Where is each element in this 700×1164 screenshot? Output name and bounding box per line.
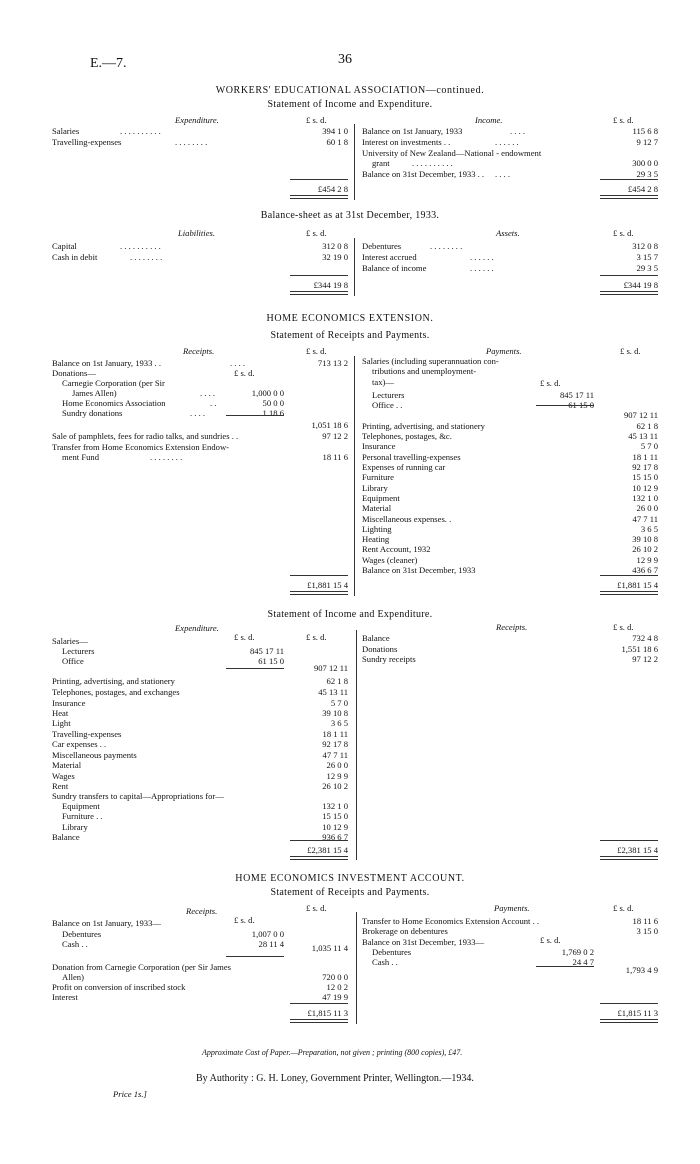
line-value: 62 1 8: [636, 421, 658, 431]
subtotal-rule: [536, 405, 594, 406]
leader-dots: . .: [210, 398, 217, 408]
line-value: 907 12 11: [313, 663, 348, 673]
line-label: Transfer to Home Economics Extension Account . .: [362, 916, 540, 926]
money-heading: £ s. d.: [234, 632, 255, 642]
line-value: 45 13 11: [628, 431, 658, 441]
line-label: Debentures: [372, 947, 412, 957]
line-value: 3 15 7: [636, 252, 658, 262]
total-value: £454 2 8: [317, 184, 348, 194]
line-label: Office: [62, 656, 84, 666]
statement-subtitle: Statement of Receipts and Payments.: [270, 330, 430, 341]
subtotal-rule: [536, 966, 594, 967]
sub-value: 28 11 4: [258, 939, 284, 949]
line-value: 732 4 8: [632, 633, 658, 643]
line-value: 47 7 11: [322, 750, 348, 760]
line-label: tributions and unemployment-: [372, 366, 477, 376]
column-rule: [356, 630, 357, 860]
line-label: Material: [362, 503, 392, 513]
line-value: 47 19 9: [322, 992, 348, 1002]
line-label: Wages (cleaner): [362, 555, 418, 565]
sub-value: 24 4 7: [572, 957, 594, 967]
line-label: Office . .: [372, 400, 403, 410]
money-heading: £ s. d.: [540, 935, 561, 945]
total-rule: [600, 1003, 658, 1004]
line-label: Balance: [362, 633, 390, 643]
line-label: Interest: [52, 992, 78, 1002]
total-rule: [290, 840, 348, 841]
section-title: WORKERS' EDUCATIONAL ASSOCIATION—continued.: [215, 85, 485, 96]
line-label: Balance: [52, 832, 80, 842]
balance-sheet-title: Balance-sheet as at 31st December, 1933.: [260, 210, 440, 221]
line-label: Telephones, postages, &c.: [362, 431, 452, 441]
line-value: 18 11 6: [632, 916, 658, 926]
column-heading: Expenditure.: [175, 623, 219, 633]
line-value: 18 11 6: [322, 452, 348, 462]
column-heading: Assets.: [496, 228, 520, 238]
money-heading: £ s. d.: [306, 346, 327, 356]
line-label: Lecturers: [372, 390, 405, 400]
line-label: Donations—: [52, 368, 96, 378]
total-double-rule: [600, 195, 658, 199]
line-value: 26 10 2: [632, 544, 658, 554]
total-value: £344 19 8: [313, 280, 348, 290]
line-value: 394 1 0: [322, 126, 348, 136]
money-heading: £ s. d.: [613, 622, 634, 632]
sub-value: 61 15 0: [568, 400, 594, 410]
leader-dots: . . . . . .: [470, 252, 494, 262]
line-label: Printing, advertising, and stationery: [52, 676, 175, 686]
total-rule: [600, 840, 658, 841]
line-label: Car expenses . .: [52, 739, 107, 749]
line-label: Sundry transfers to capital—Appropriations for—: [52, 791, 224, 801]
total-double-rule: [290, 856, 348, 860]
line-label: Home Economics Association: [62, 398, 166, 408]
money-heading: £ s. d.: [613, 115, 634, 125]
column-heading: Receipts.: [496, 622, 528, 632]
leader-dots: . . . . . . . . . .: [412, 158, 453, 168]
column-heading: Receipts.: [186, 906, 218, 916]
line-value: 12 9 9: [326, 771, 348, 781]
line-value: 97 12 2: [322, 431, 348, 441]
total-rule: [290, 575, 348, 576]
total-value: £1,815 11 3: [307, 1008, 348, 1018]
line-label: Balance on 1st January, 1933—: [52, 918, 161, 928]
line-value: 720 0 0: [322, 972, 348, 982]
line-label: Lecturers: [62, 646, 95, 656]
line-label: University of New Zealand—National - endowment: [362, 148, 542, 158]
leader-dots: . . . .: [200, 388, 216, 398]
leader-dots: . . . . . . . . . .: [120, 126, 161, 136]
line-value: 713 13 2: [317, 358, 348, 368]
statement-subtitle: Statement of Receipts and Payments.: [270, 887, 430, 898]
line-label: Sundry donations: [62, 408, 123, 418]
line-label: Personal travelling-expenses: [362, 452, 461, 462]
sub-value: 1,000 0 0: [251, 388, 284, 398]
total-double-rule: [600, 856, 658, 860]
line-value: 1,051 18 6: [311, 420, 348, 430]
line-value: 32 19 0: [322, 252, 348, 262]
line-label: Equipment: [62, 801, 100, 811]
column-heading: Payments.: [486, 346, 522, 356]
total-double-rule: [290, 591, 348, 595]
line-value: 12 0 2: [326, 982, 348, 992]
sub-value: 845 17 11: [249, 646, 284, 656]
line-value: 936 6 7: [322, 832, 348, 842]
column-heading: Income.: [475, 115, 503, 125]
line-value: 10 12 9: [632, 483, 658, 493]
line-value: 5 7 0: [640, 441, 658, 451]
line-value: 1,035 11 4: [311, 943, 348, 953]
line-value: 9 12 7: [636, 137, 658, 147]
line-label: Equipment: [362, 493, 400, 503]
column-heading: Expenditure.: [175, 115, 219, 125]
money-heading: £ s. d.: [540, 378, 561, 388]
line-label: Balance on 1st January, 1933: [362, 126, 463, 136]
column-rule: [354, 124, 355, 200]
total-value: £2,381 15 4: [307, 845, 348, 855]
line-label: Balance on 31st December, 1933 . .: [362, 169, 485, 179]
sub-value: 1 18 6: [262, 408, 284, 418]
line-label: James Allen): [72, 388, 117, 398]
line-value: 26 10 2: [322, 781, 348, 791]
line-label: Heat: [52, 708, 69, 718]
total-rule: [600, 275, 658, 276]
sub-value: 61 15 0: [258, 656, 284, 666]
line-label: Heating: [362, 534, 390, 544]
line-value: 39 10 8: [632, 534, 658, 544]
total-rule: [290, 179, 348, 180]
line-label: Rent: [52, 781, 69, 791]
leader-dots: . . . .: [510, 126, 526, 136]
line-label: Allen): [62, 972, 84, 982]
line-label: Sale of pamphlets, fees for radio talks, and sundries . .: [52, 431, 239, 441]
total-rule: [290, 275, 348, 276]
column-heading: Liabilities.: [178, 228, 216, 238]
total-double-rule: [600, 291, 658, 295]
line-label: Salaries—: [52, 636, 88, 646]
line-value: 312 0 8: [322, 241, 348, 251]
line-value: 60 1 8: [326, 137, 348, 147]
leader-dots: . . . . . . . .: [130, 252, 163, 262]
line-label: Library: [62, 822, 88, 832]
money-heading: £ s. d.: [613, 903, 634, 913]
total-value: £1,881 15 4: [617, 580, 658, 590]
total-value: £2,381 15 4: [617, 845, 658, 855]
line-label: Insurance: [52, 698, 86, 708]
line-value: 12 9 9: [636, 555, 658, 565]
line-value: 1,793 4 9: [625, 965, 658, 975]
line-value: 29 3 5: [636, 169, 658, 179]
line-label: Salaries (including superannuation con-: [362, 356, 499, 366]
line-label: Interest on investments . .: [362, 137, 451, 147]
total-rule: [600, 179, 658, 180]
total-rule: [290, 1003, 348, 1004]
line-label: Balance on 31st December, 1933: [362, 565, 476, 575]
column-heading: Payments.: [494, 903, 530, 913]
line-label: Donations: [362, 644, 398, 654]
leader-dots: . . . .: [495, 169, 511, 179]
line-value: 47 7 11: [632, 514, 658, 524]
sub-value: 845 17 11: [559, 390, 594, 400]
money-heading: £ s. d.: [306, 228, 327, 238]
line-value: 62 1 8: [326, 676, 348, 686]
line-value: 3 6 5: [330, 718, 348, 728]
line-label: Cash in debit: [52, 252, 98, 262]
money-heading: £ s. d.: [306, 903, 327, 913]
total-value: £1,815 11 3: [617, 1008, 658, 1018]
line-value: 115 6 8: [632, 126, 658, 136]
line-label: tax)—: [372, 377, 394, 387]
line-value: 92 17 8: [632, 462, 658, 472]
line-label: Rent Account, 1932: [362, 544, 431, 554]
line-label: Interest accrued: [362, 252, 417, 262]
line-value: 436 6 7: [632, 565, 658, 575]
line-value: 132 1 0: [322, 801, 348, 811]
leader-dots: . . . . . .: [470, 263, 494, 273]
total-rule: [600, 575, 658, 576]
column-rule: [354, 238, 355, 296]
total-double-rule: [600, 1019, 658, 1023]
line-label: Cash . .: [62, 939, 88, 949]
line-label: Furniture . .: [62, 811, 103, 821]
line-value: 907 12 11: [623, 410, 658, 420]
money-heading: £ s. d.: [234, 368, 255, 378]
subtotal-rule: [226, 415, 284, 416]
line-value: 97 12 2: [632, 654, 658, 664]
page-number: 36: [338, 52, 352, 67]
line-value: 15 15 0: [322, 811, 348, 821]
line-label: Transfer from Home Economics Extension Endow-: [52, 442, 230, 452]
line-label: Light: [52, 718, 71, 728]
money-heading: £ s. d.: [306, 115, 327, 125]
line-value: 3 15 0: [636, 926, 658, 936]
column-rule: [354, 356, 355, 596]
line-label: grant: [372, 158, 390, 168]
statement-subtitle: Statement of Income and Expenditure.: [267, 99, 433, 110]
line-label: Sundry receipts: [362, 654, 416, 664]
subtotal-rule: [226, 668, 284, 669]
leader-dots: . . . . . .: [495, 137, 519, 147]
line-value: 15 15 0: [632, 472, 658, 482]
line-label: Balance on 31st December, 1933—: [362, 937, 485, 947]
line-label: Printing, advertising, and stationery: [362, 421, 485, 431]
price-note: Price 1s.]: [113, 1089, 147, 1099]
line-value: 92 17 8: [322, 739, 348, 749]
line-value: 10 12 9: [322, 822, 348, 832]
leader-dots: . . . .: [230, 358, 246, 368]
cost-note: Approximate Cost of Paper.—Preparation, not given ; printing (800 copies), £47.: [202, 1048, 463, 1057]
line-label: Carnegie Corporation (per Sir: [62, 378, 165, 388]
total-value: £1,881 15 4: [307, 580, 348, 590]
leader-dots: . . . . . . . .: [150, 452, 183, 462]
total-double-rule: [290, 291, 348, 295]
line-value: 26 0 0: [636, 503, 658, 513]
line-value: 18 1 11: [322, 729, 348, 739]
line-value: 26 0 0: [326, 760, 348, 770]
line-label: Expenses of running car: [362, 462, 446, 472]
money-heading: £ s. d.: [620, 346, 641, 356]
leader-dots: . . . . . . . .: [430, 241, 463, 251]
authority-line: By Authority : G. H. Loney, Government Printer, Wellington.—1934.: [196, 1073, 474, 1084]
sub-value: 50 0 0: [262, 398, 284, 408]
section-title: HOME ECONOMICS EXTENSION.: [266, 313, 434, 324]
statement-subtitle: Statement of Income and Expenditure.: [267, 609, 433, 620]
total-value: £344 19 8: [623, 280, 658, 290]
line-label: Donation from Carnegie Corporation (per Sir James: [52, 962, 231, 972]
line-value: 312 0 8: [632, 241, 658, 251]
line-label: Balance of income: [362, 263, 427, 273]
report-reference: E.—7.: [90, 56, 127, 71]
total-value: £454 2 8: [627, 184, 658, 194]
money-heading: £ s. d.: [234, 915, 255, 925]
column-heading: Receipts.: [183, 346, 215, 356]
line-label: Furniture: [362, 472, 394, 482]
total-double-rule: [290, 1019, 348, 1023]
line-label: Miscellaneous expenses. .: [362, 514, 452, 524]
leader-dots: . . . . . . . .: [175, 137, 208, 147]
line-value: 18 1 11: [632, 452, 658, 462]
line-label: Capital: [52, 241, 77, 251]
line-label: Debentures: [62, 929, 102, 939]
line-label: Travelling-expenses: [52, 729, 122, 739]
line-value: 29 3 5: [636, 263, 658, 273]
line-label: Material: [52, 760, 82, 770]
line-value: 132 1 0: [632, 493, 658, 503]
line-label: Debentures: [362, 241, 402, 251]
line-label: Telephones, postages, and exchanges: [52, 687, 180, 697]
sub-value: 1,007 0 0: [251, 929, 284, 939]
line-value: 5 7 0: [330, 698, 348, 708]
line-label: Lighting: [362, 524, 392, 534]
line-label: Travelling-expenses: [52, 137, 122, 147]
sub-value: 1,769 0 2: [561, 947, 594, 957]
leader-dots: . . . . . . . . . .: [120, 241, 161, 251]
line-value: 39 10 8: [322, 708, 348, 718]
money-heading: £ s. d.: [306, 632, 327, 642]
line-label: Balance on 1st January, 1933 . .: [52, 358, 161, 368]
leader-dots: . . . .: [190, 408, 206, 418]
line-label: Cash . .: [372, 957, 398, 967]
column-rule: [356, 912, 357, 1024]
line-value: 45 13 11: [318, 687, 348, 697]
line-label: Brokerage on debentures: [362, 926, 448, 936]
total-double-rule: [290, 195, 348, 199]
line-label: Miscellaneous payments: [52, 750, 137, 760]
line-value: 1,551 18 6: [621, 644, 658, 654]
line-label: Wages: [52, 771, 75, 781]
line-label: Profit on conversion of inscribed stock: [52, 982, 186, 992]
line-label: Salaries: [52, 126, 80, 136]
subtotal-rule: [226, 956, 284, 957]
line-label: ment Fund: [62, 452, 100, 462]
section-title: HOME ECONOMICS INVESTMENT ACCOUNT.: [235, 873, 465, 884]
line-value: 300 0 0: [632, 158, 658, 168]
money-heading: £ s. d.: [613, 228, 634, 238]
line-value: 3 6 5: [640, 524, 658, 534]
total-double-rule: [600, 591, 658, 595]
line-label: Library: [362, 483, 388, 493]
line-label: Insurance: [362, 441, 396, 451]
